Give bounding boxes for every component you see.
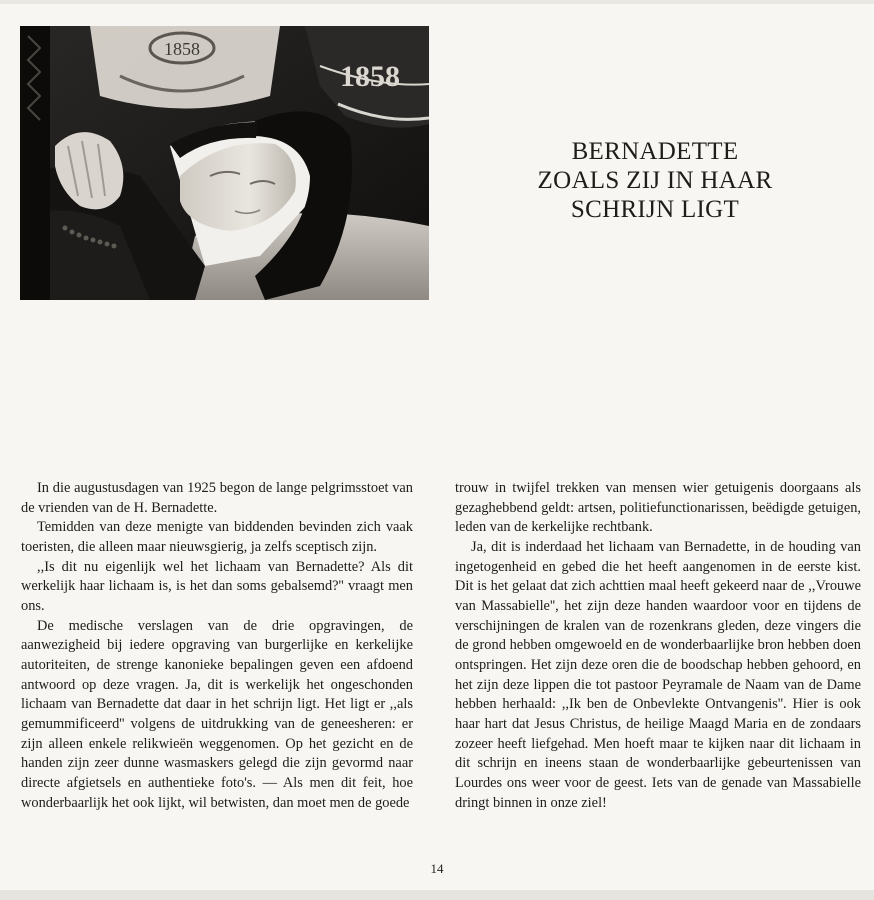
page-number: 14 — [430, 861, 444, 876]
left-column-text — [21, 479, 413, 813]
page-edge — [0, 0, 874, 4]
right-column-text — [455, 479, 861, 813]
paragraph: trouw in twijfel trekken van mensen wier getuigenis doorgaans als gezaghebbend geldt: artsen, politiefunctionarissen, beëdigde getuigen, leden van de kerkelijke rechtbank. — [455, 480, 861, 536]
shrine-photo-illustration — [20, 26, 429, 300]
banner-year-right: 1858 — [340, 60, 400, 93]
title-line-3: SCHRIJN LIGT — [570, 196, 740, 223]
paragraph: Temidden van deze menigte van biddenden bevinden zich vaak toeristen, die alleen maar nieuwsgierig, ja zelfs sceptisch zijn. — [21, 519, 413, 555]
page-edge — [0, 890, 874, 900]
banner-year-left: 1858 — [164, 39, 200, 59]
paragraph: De medische verslagen van de drie opgravingen, de aanwezigheid bij iedere opgraving van burgerlijke en kerkelijke autoriteiten, de strenge kanonieke bepalingen geven een afdoend antwoord op deze vragen. Ja, dit is werkelijk het ongeschonden lichaam van Bernadette dat daar in het schrijn ligt. Het ligt er ,,als gemummificeerd'' volgens de uitdrukking van de geneesheren: er zijn alleen enkele relikwieën weggenomen. Op het gezicht en de handen zijn zeer dunne wasmaskers gelegd die zijn gevormd naar directe afgietsels en authentieke foto's. — Als men dit feit, hoe wonderbaarlijk het ook lijkt, wil betwisten, dan moet men de goede — [21, 617, 413, 811]
paragraph: ,,Is dit nu eigenlijk wel het lichaam van Bernadette? Als dit werkelijk haar lichaam is, is het dan soms gebalsemd?'' vraagt men ons. — [21, 558, 413, 614]
page-title — [500, 137, 810, 224]
photo-bernadette-shrine — [20, 26, 429, 300]
title-line-1: BERNADETTE — [571, 138, 739, 165]
title-line-2: ZOALS ZIJ IN HAAR — [537, 167, 773, 194]
paragraph: In die augustusdagen van 1925 begon de lange pelgrimsstoet van de vrienden van de H. Bernadette. — [21, 480, 413, 516]
paragraph: Ja, dit is inderdaad het lichaam van Bernadette, in de houding van ingetogenheid en gebed die het heeft aangenomen in de eerste kist. Dit is het gelaat dat zich achttien maal heeft gekeerd naar de ,,Vrouwe van Massabielle'', het zijn deze handen waardoor voor en tijdens de verschijningen de kralen van de rozenkrans gleden, deze vingers die de grond hebben omgewoeld en de wonderbaarlijke bron hebben doen ontspringen. Het zijn deze oren die de boodschap hebben gehoord, en het zijn deze lippen die tot pastoor Peyramale de Naam van de Dame hebben herhaald: ,,Ik ben de Onbevlekte Ontvangenis''. Hier is ook haar hart dat Jesus Christus, de heilige Maagd Maria en de zondaars zozeer heeft liefgehad. Men hoeft maar te kijken naar dit lichaam in dit schrijn en ineens staan de wonderbaarlijke gebeurtenissen van Lourdes ons weer voor de geest. Iets van de genade van Massabielle dringt binnen in onze ziel! — [455, 538, 861, 811]
